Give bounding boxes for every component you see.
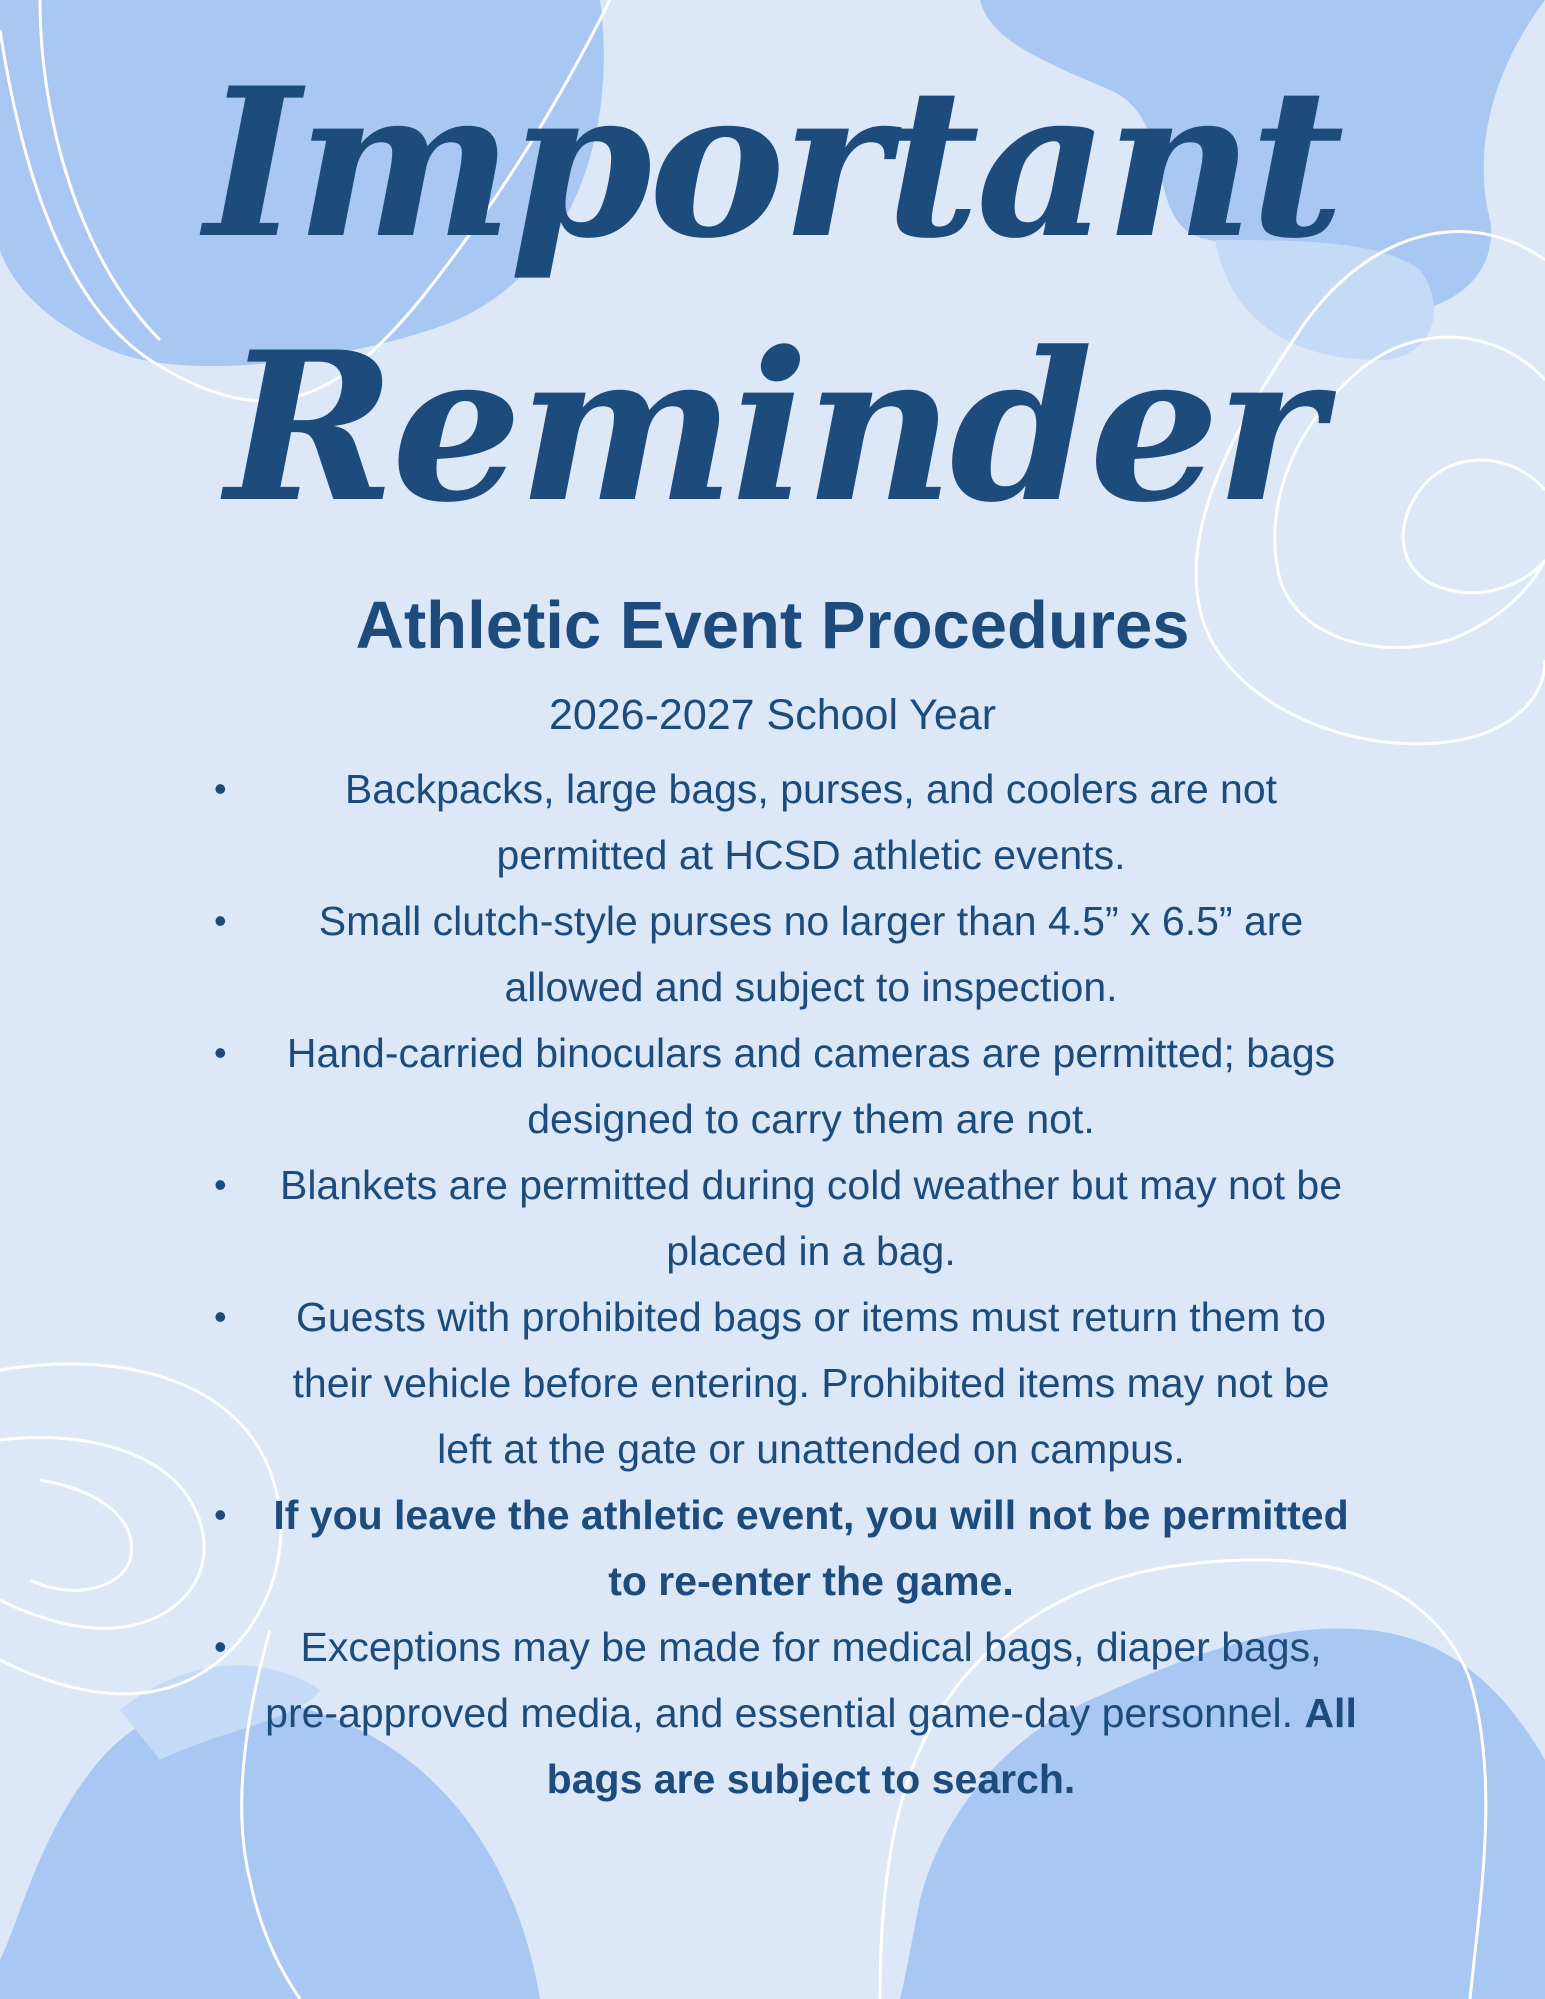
bullet-icon: • <box>214 768 227 809</box>
procedures-heading: Athletic Event Procedures <box>355 588 1190 663</box>
rule-item <box>200 1020 1390 1152</box>
rule-item <box>200 1152 1390 1284</box>
bullet-icon: • <box>214 1032 227 1073</box>
bottom-left-outline-2 <box>0 1438 204 1629</box>
rules-list <box>200 756 1390 1812</box>
school-year: 2026-2027 School Year <box>548 691 997 739</box>
rule-item <box>200 888 1390 1020</box>
bullet-icon: • <box>214 1164 227 1205</box>
rule-text: Backpacks, large bags, purses, and coolers are not permitted at HCSD athletic events. <box>344 766 1278 878</box>
rule-item <box>200 756 1390 888</box>
rule-item <box>200 1614 1390 1812</box>
bullet-icon: • <box>214 1494 227 1535</box>
bottom-left-outline-3 <box>30 1480 132 1590</box>
title-line-2: Reminder <box>225 308 1320 548</box>
rule-text-bold: All bags are subject to search. <box>546 1690 1357 1802</box>
rule-text: Exceptions may be made for medical bags, diaper bags, pre-approved media, and essential game-day personnel. <box>265 1624 1322 1736</box>
rule-item <box>200 1284 1390 1482</box>
bullet-icon: • <box>214 1626 227 1667</box>
rule-text: Guests with prohibited bags or items must return them to their vehicle before entering. Prohibited items may not be left at the gate or unattended on campus. <box>292 1294 1330 1472</box>
bullet-icon: • <box>214 900 227 941</box>
rule-text: Hand-carried binoculars and cameras are permitted; bags designed to carry them are not. <box>286 1030 1336 1142</box>
bullet-icon: • <box>214 1296 227 1337</box>
rule-text: Blankets are permitted during cold weather but may not be placed in a bag. <box>279 1162 1343 1274</box>
rule-text: Small clutch-style purses no larger than 4.5” x 6.5” are allowed and subject to inspection. <box>318 898 1304 1010</box>
rule-text-bold: If you leave the athletic event, you will not be permitted to re-enter the game. <box>273 1492 1349 1604</box>
rule-item <box>200 1482 1390 1614</box>
title-line-1: Important <box>204 44 1341 284</box>
